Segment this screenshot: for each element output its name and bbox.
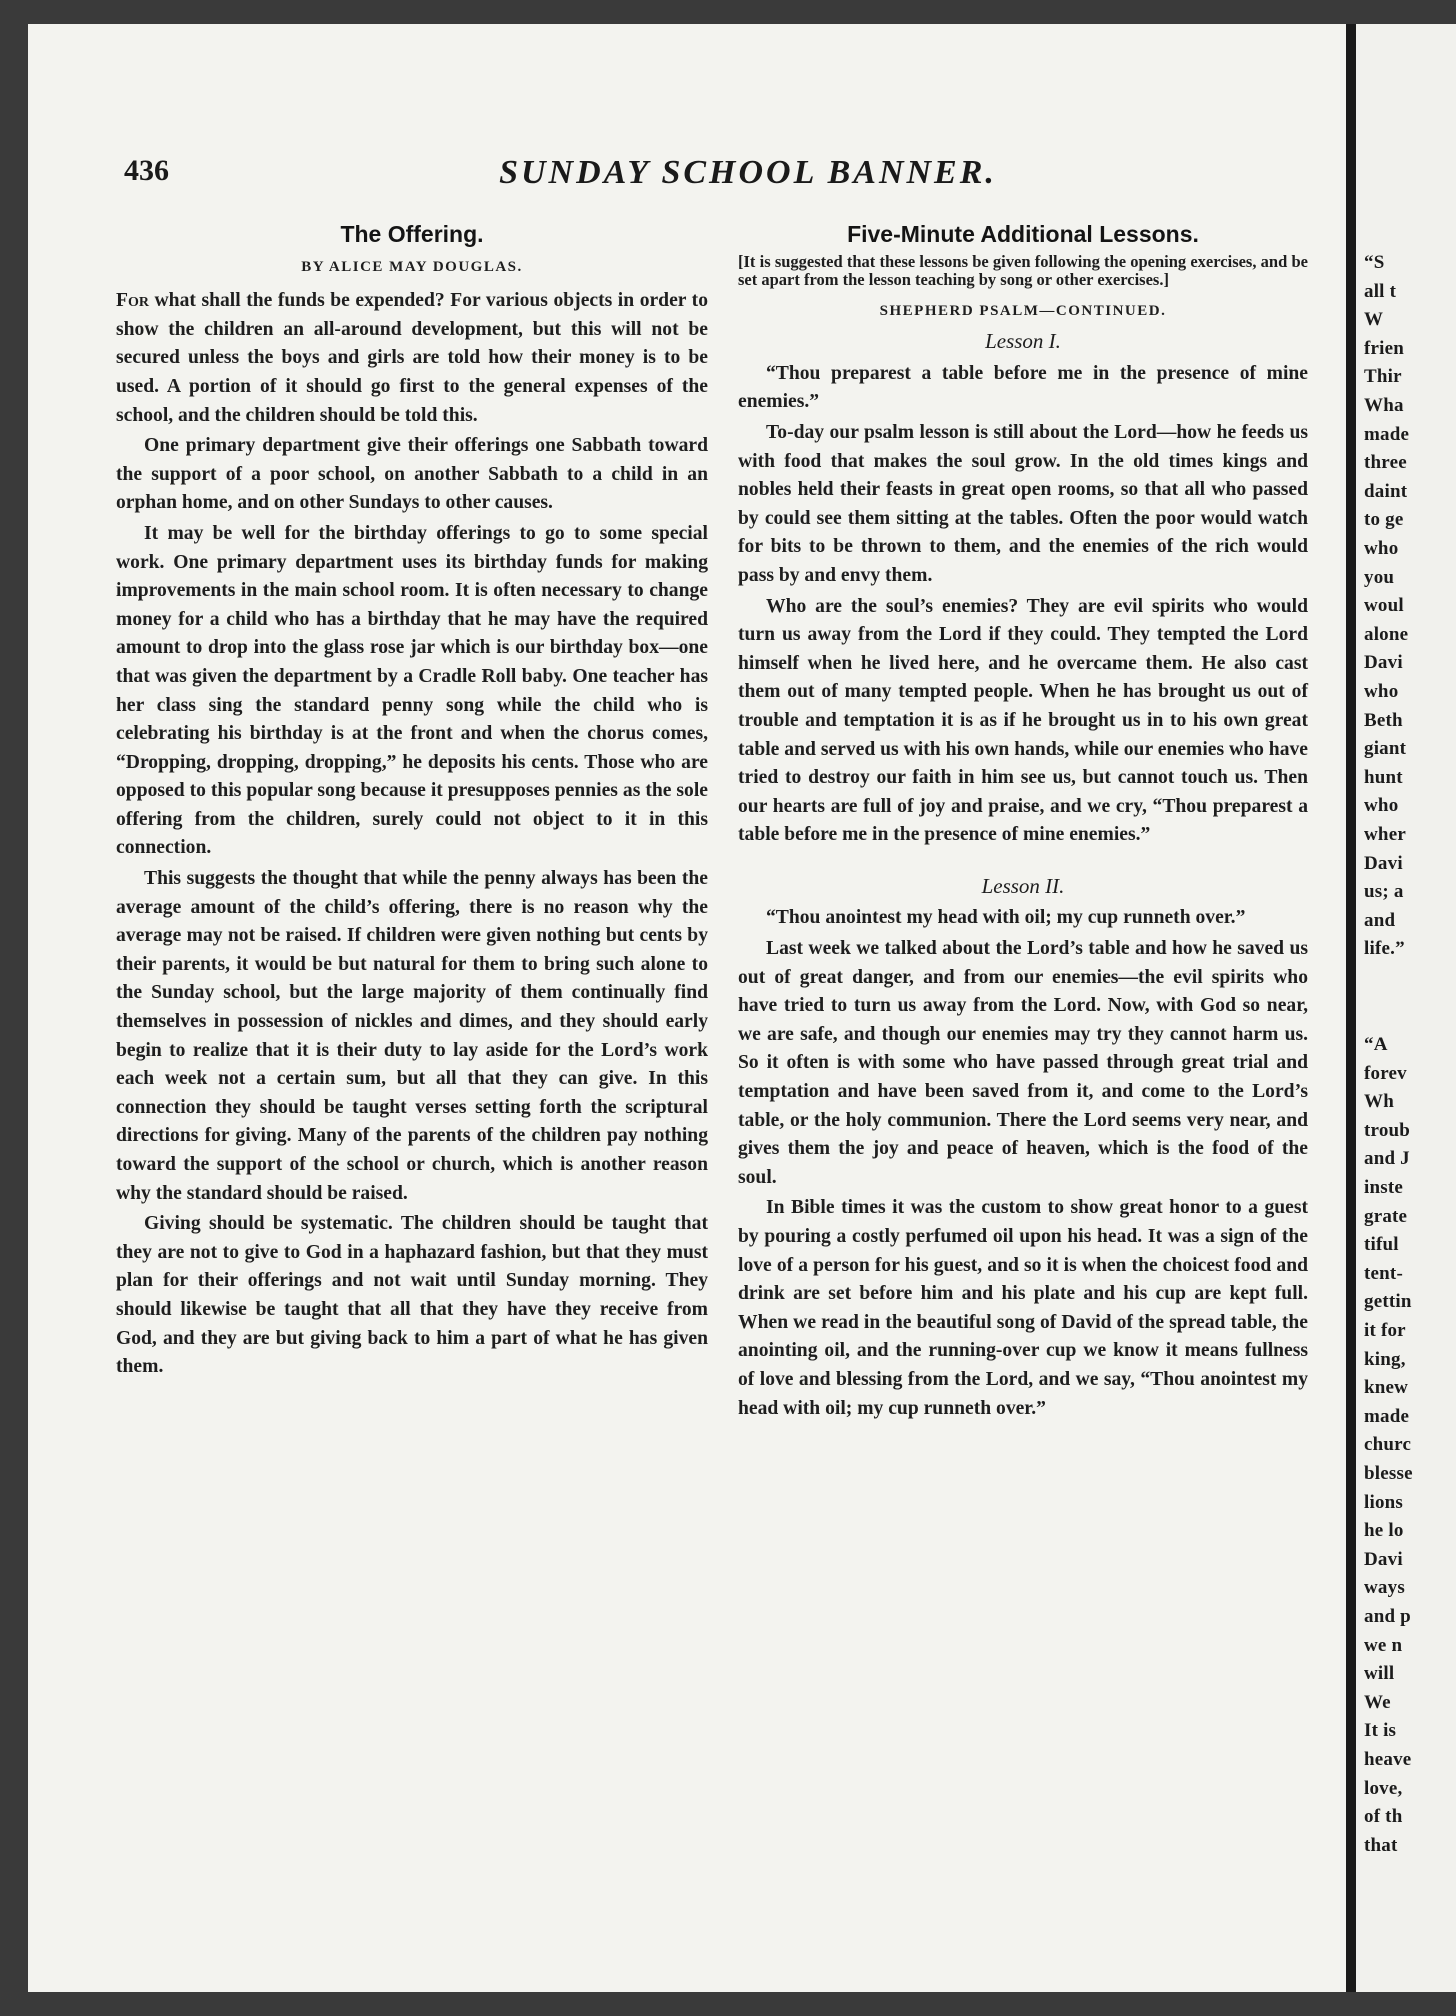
- adjacent-page-fragment: three: [1364, 452, 1407, 474]
- adjacent-page-fragment: churc: [1364, 1434, 1412, 1456]
- adjacent-page-fragment: gettin: [1364, 1291, 1412, 1313]
- adjacent-page-fragment: heave: [1364, 1749, 1412, 1770]
- article-paragraph: One primary department give their offerings one Sabbath toward the support of a poor school, on another Sabbath to a child in an orphan home, and on other Sundays to other causes.: [116, 435, 708, 514]
- adjacent-page-fragment: Davi: [1364, 1548, 1403, 1570]
- adjacent-page-fragment: Wh: [1364, 1091, 1394, 1113]
- adjacent-page-fragment: We: [1364, 1691, 1391, 1713]
- adjacent-page-fragment: and J: [1364, 1148, 1410, 1170]
- running-title: SUNDAY SCHOOL BANNER.: [499, 154, 997, 191]
- adjacent-page-fragment: woul: [1364, 595, 1404, 617]
- article-byline: BY ALICE MAY DOUGLAS.: [301, 258, 523, 275]
- adjacent-page-fragment: daint: [1364, 480, 1408, 502]
- adjacent-page-fragment: It is: [1364, 1720, 1397, 1742]
- article-paragraph: Giving should be systematic. The children should be taught that they are not to give to God in a haphazard fashion, but that they must plan for their offerings and not wait until Sunday morning. They should likewise be taught that all that they have they receive from God, and they are but giving back to him a part of what he has given them.: [116, 1213, 708, 1378]
- adjacent-page-fragment: us; a: [1364, 881, 1404, 903]
- adjacent-page-fragment: tent-: [1364, 1262, 1403, 1284]
- left-column: [116, 220, 708, 1384]
- article-paragraph: For what shall the funds be expended? For various objects in order to show the children an all-around development, but this will not be secured unless the boys and girls are told how their money is to be used. A portion of it should go first to the general expenses of the school, and the children should be told this.: [116, 290, 708, 426]
- section-heading: SHEPHERD PSALM—CONTINUED.: [879, 302, 1167, 319]
- adjacent-page-fragment: you: [1364, 566, 1395, 588]
- adjacent-page-fragment: alone: [1364, 623, 1409, 645]
- adjacent-page-fragment: who: [1364, 681, 1399, 702]
- adjacent-page-fragment: all t: [1364, 280, 1397, 302]
- page-number: 436: [124, 154, 169, 187]
- article-paragraph: This suggests the thought that while the penny always has been the average amount of the child’s offering, there is no reason why the average may not be raised. If children were given nothing but cents by their parents, it would be but natural for them to bring such alone to the Sunday school, but the large majority of them continually find themselves in possession of nickles and dimes, and they should early begin to realize that it is their duty to lay aside for the Lord’s work each week not a certain sum, but all that they can give. In this connection they should be taught verses setting forth the scriptural directions for giving. Many of the parents of the children pay nothing toward the support of the school or church, which is another reason why the standard should be raised.: [116, 868, 708, 1204]
- adjacent-page-fragment: life.”: [1364, 938, 1405, 960]
- lesson-paragraph: Who are the soul’s enemies? They are evil spirits who would turn us away from the Lord if they could. They tempted the Lord himself when he lived here, and he overcame them. He also cast them out of many tempted people. When he has brought us out of trouble and temptation it is as if he brought us in to his own great table and served us with his own hands, while our enemies who have tried to destroy our faith in him see us, but cannot touch us. Then our hearts are full of joy and praise, and we cry, “Thou preparest a table before me in the presence of mine enemies.”: [738, 595, 1308, 846]
- lesson-paragraph: “Thou anointest my head with oil; my cup runneth over.”: [766, 907, 1246, 929]
- lesson-two-title: Lesson II.: [981, 873, 1065, 898]
- lead-word: For: [116, 290, 149, 312]
- adjacent-page-fragment: lions: [1364, 1491, 1404, 1513]
- adjacent-page-fragment: love,: [1364, 1777, 1403, 1799]
- adjacent-page-fragment: that: [1364, 1834, 1398, 1856]
- adjacent-page-fragment: to ge: [1364, 509, 1404, 531]
- adjacent-page-fragment: “S: [1364, 252, 1385, 273]
- adjacent-page-fragment: we n: [1364, 1634, 1403, 1656]
- adjacent-page-fragment: who: [1364, 538, 1399, 559]
- adjacent-page-fragment: and p: [1364, 1606, 1411, 1627]
- adjacent-page-fragment: Davi: [1364, 852, 1403, 874]
- adjacent-page-fragment: giant: [1364, 738, 1407, 760]
- adjacent-page-fragment: frien: [1364, 337, 1405, 359]
- adjacent-page-fragment: Beth: [1364, 709, 1403, 731]
- lesson-one-title: Lesson I.: [985, 329, 1061, 354]
- article-title-offering: The Offering.: [340, 221, 484, 247]
- adjacent-page-fragment: knew: [1364, 1377, 1409, 1399]
- right-column: [738, 220, 1308, 1425]
- adjacent-page-edge: [1356, 24, 1456, 1992]
- adjacent-page-fragment: grate: [1364, 1205, 1408, 1227]
- adjacent-page-fragment: king,: [1364, 1348, 1406, 1370]
- adjacent-page-fragment: it for: [1364, 1320, 1406, 1341]
- lesson-paragraph: In Bible times it was the custom to show great honor to a guest by pouring a costly perfumed oil upon his head. It was a sign of the love of a person for his guest, and so it is when the choicest food and drink are set before him and his plate and his cup are kept full. When we read in the beautiful song of David of the spread table, the anointing oil, and the running-over cup we know it means fullness of love and blessing from the Lord, and we say, “Thou anointest my head with oil; my cup runneth over.”: [738, 1197, 1308, 1419]
- adjacent-page-fragment: of th: [1364, 1806, 1403, 1828]
- page-header: [28, 154, 1346, 194]
- lesson-paragraph: Last week we talked about the Lord’s table and how he saved us out of great danger, and from our enemies—the evil spirits who have tried to turn us away from the Lord. Now, with God so near, we are safe, and though our enemies may try they cannot harm us. So it often is with some who have passed through great trial and temptation and have been saved from it, and come to the Lord’s table, or the holy communion. There the Lord seems very near, and gives them the joy and peace of heaven, which is the food of the soul.: [738, 938, 1308, 1188]
- adjacent-page-fragment: troub: [1364, 1119, 1411, 1141]
- adjacent-page-fragment: hunt: [1364, 766, 1403, 788]
- lesson-paragraph: To-day our psalm lesson is still about the Lord—how he feeds us with food that makes the soul grow. In the old times kings and nobles held their feasts in great open rooms, so that all who passed by could see them sitting at the tables. Often the poor would watch for bits to be thrown to them, and the enemies of the rich would pass by and envy them.: [738, 421, 1308, 586]
- adjacent-page-fragment: wher: [1364, 824, 1406, 845]
- article-paragraph: It may be well for the birthday offerings to go to some special work. One primary department uses its birthday funds for making improvements in the main school room. It is often necessary to change money for a child who has a birthday that he may have the required amount to drop into the glass rose jar which is our birthday box—one that was given the department by a Cradle Roll baby. One teacher has her class sing the standard penny song while the child who is celebrating his birthday is at the front and when the chorus comes, “Dropping, dropping, dropping,” he deposits his cents. Those who are opposed to this popular song because it presupposes pennies as the sole offering from the children, surely could not object to it in this connection.: [116, 522, 708, 859]
- adjacent-page-fragment: made: [1364, 423, 1410, 445]
- lesson-paragraph: “Thou preparest a table before me in the presence of mine enemies.”: [738, 362, 1308, 413]
- adjacent-page-fragment: “A: [1364, 1034, 1388, 1055]
- adjacent-page-fragment: forev: [1364, 1062, 1407, 1084]
- adjacent-page-fragment: ways: [1364, 1577, 1405, 1599]
- scanned-page: [28, 24, 1346, 1992]
- editor-note: [It is suggested that these lessons be given following the opening exercises, and be set apart from the lesson teaching by song or other exercises.]: [738, 251, 1308, 289]
- adjacent-page-fragment: Thir: [1364, 366, 1402, 388]
- adjacent-page-fragment: Davi: [1364, 652, 1403, 674]
- adjacent-page-fragment: W: [1364, 309, 1384, 331]
- adjacent-page-fragment: blesse: [1364, 1463, 1413, 1484]
- adjacent-page-fragment: who: [1364, 795, 1399, 817]
- adjacent-page-fragment: he lo: [1364, 1520, 1404, 1542]
- adjacent-page-fragment: tiful: [1364, 1234, 1399, 1256]
- adjacent-page-fragment: will: [1364, 1663, 1395, 1685]
- page-gutter: [1346, 24, 1356, 1992]
- adjacent-page-fragment: inste: [1364, 1177, 1403, 1198]
- adjacent-page-fragment: Wha: [1364, 395, 1404, 416]
- article-title-lessons: Five-Minute Additional Lessons.: [847, 221, 1199, 247]
- adjacent-page-fragment: and: [1364, 909, 1396, 931]
- adjacent-page-fragment: made: [1364, 1405, 1410, 1427]
